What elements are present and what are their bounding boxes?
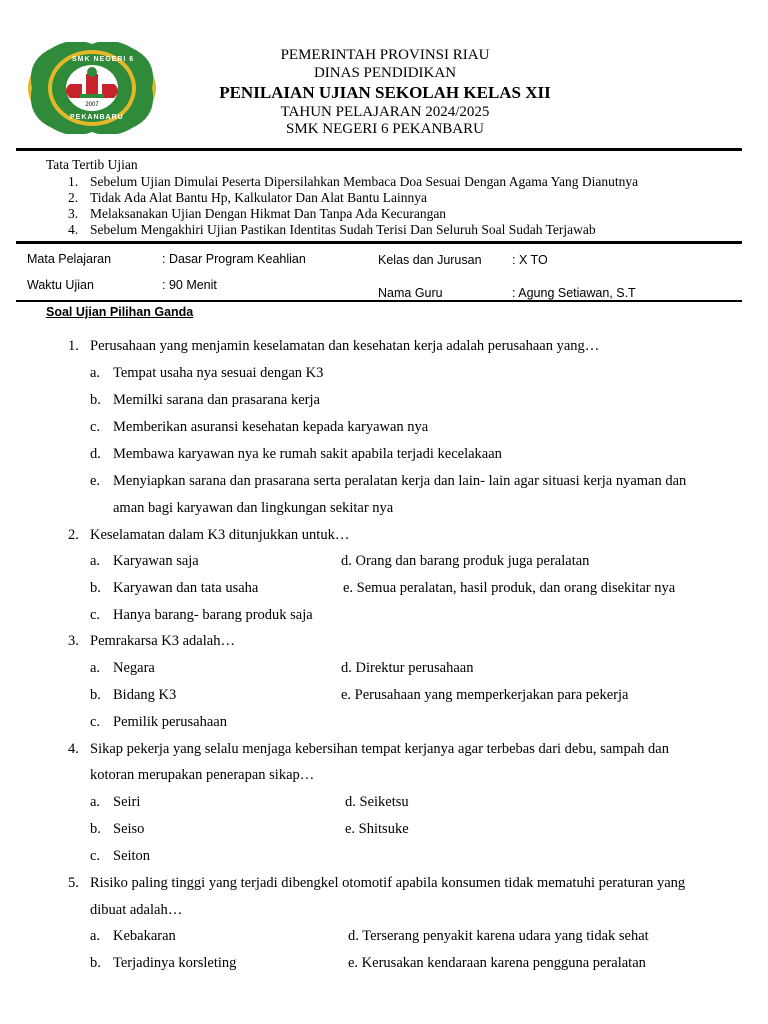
option-letter: e. xyxy=(90,473,101,489)
time-label: Waktu Ujian xyxy=(27,278,94,292)
time-value: : 90 Menit xyxy=(162,278,217,292)
option-letter: a. xyxy=(90,553,101,569)
option-letter: a. xyxy=(90,660,101,676)
option-text: Negara xyxy=(113,660,155,676)
question-number: 2. xyxy=(68,527,79,543)
option-text: Bidang K3 xyxy=(113,687,177,703)
option-letter: c. xyxy=(90,714,101,730)
option-text: Pemilik perusahaan xyxy=(113,714,227,730)
rule-item: 2. Tidak Ada Alat Bantu Hp, Kalkulator Dan Alat Bantu Lainnya xyxy=(68,190,427,205)
option-text: Seiton xyxy=(113,848,151,864)
option-letter: b. xyxy=(90,392,101,408)
question-text: Risiko paling tinggi yang terjadi dibengkel otomotif apabila konsumen tidak mematuhi peraturan yang xyxy=(90,875,686,891)
svg-text:2007: 2007 xyxy=(85,102,99,108)
option-text: Hanya barang- barang produk saja xyxy=(113,607,313,623)
question-number: 1. xyxy=(68,338,79,354)
option-letter: b. xyxy=(90,687,101,703)
option-letter: c. xyxy=(90,848,101,864)
option-text: d. Direktur perusahaan xyxy=(341,660,474,676)
logo-text-bottom: PEKANBARU xyxy=(70,114,124,121)
teacher-label: Nama Guru xyxy=(378,286,443,300)
question-text-cont: dibuat adalah… xyxy=(90,902,183,918)
rule-item: 1. Sebelum Ujian Dimulai Peserta Dipersilahkan Membaca Doa Sesuai Dengan Agama Yang Dianutnya xyxy=(68,174,639,189)
option-text: e. Shitsuke xyxy=(345,821,409,837)
question-text: Sikap pekerja yang selalu menjaga kebersihan tempat kerjanya agar terbebas dari debu, sampah dan xyxy=(90,741,669,757)
question-number: 3. xyxy=(68,633,79,649)
option-letter: b. xyxy=(90,580,101,596)
option-text: Memilki sarana dan prasarana kerja xyxy=(113,392,320,408)
question-text-cont: kotoran merupakan penerapan sikap… xyxy=(90,767,315,783)
logo-text-top: SMK NEGERI 6 xyxy=(72,56,135,63)
option-text-cont: aman bagi karyawan dan lingkungan sekitar nya xyxy=(113,500,394,516)
academic-year: TAHUN PELAJARAN 2024/2025 xyxy=(280,104,490,120)
option-text: Menyiapkan sarana dan prasarana serta peralatan kerja dan lain- lain agar situasi kerja nyaman dan xyxy=(113,473,687,489)
option-text: Karyawan dan tata usaha xyxy=(113,580,259,596)
section-title: Soal Ujian Pilihan Ganda xyxy=(46,305,194,319)
rules-divider xyxy=(16,241,742,244)
school-name: SMK NEGERI 6 PEKANBARU xyxy=(286,121,484,137)
option-text: Memberikan asuransi kesehatan kepada karyawan nya xyxy=(113,419,429,435)
option-text: e. Kerusakan kendaraan karena pengguna peralatan xyxy=(348,955,646,971)
option-letter: b. xyxy=(90,821,101,837)
info-divider xyxy=(16,300,742,302)
class-value: : X TO xyxy=(512,253,548,267)
question-text: Perusahaan yang menjamin keselamatan dan kesehatan kerja adalah perusahaan yang… xyxy=(90,338,600,354)
option-letter: c. xyxy=(90,607,101,623)
option-text: Seiso xyxy=(113,821,145,837)
option-letter: a. xyxy=(90,928,101,944)
teacher-value: : Agung Setiawan, S.T xyxy=(512,286,636,300)
option-letter: c. xyxy=(90,419,101,435)
option-text: d. Terserang penyakit karena udara yang tidak sehat xyxy=(348,928,649,944)
option-text: Karyawan saja xyxy=(113,553,199,569)
subject-label: Mata Pelajaran xyxy=(27,252,112,266)
option-text: d. Orang dan barang produk juga peralatan xyxy=(341,553,590,569)
option-text: Seiri xyxy=(113,794,141,810)
option-text: Kebakaran xyxy=(113,928,176,944)
option-text: e. Semua peralatan, hasil produk, dan orang disekitar nya xyxy=(343,580,676,596)
class-label: Kelas dan Jurusan xyxy=(378,253,482,267)
exam-title: PENILAIAN UJIAN SEKOLAH KELAS XII xyxy=(219,83,551,102)
question-text: Pemrakarsa K3 adalah… xyxy=(90,633,235,649)
option-letter: a. xyxy=(90,365,101,381)
option-letter: d. xyxy=(90,446,101,462)
option-text: Terjadinya korsleting xyxy=(113,955,237,971)
option-text: e. Perusahaan yang memperkerjakan para pekerja xyxy=(341,687,629,703)
option-text: Membawa karyawan nya ke rumah sakit apabila terjadi kecelakaan xyxy=(113,446,502,462)
header-divider xyxy=(16,148,742,151)
question-text: Keselamatan dalam K3 ditunjukkan untuk… xyxy=(90,527,350,543)
option-letter: b. xyxy=(90,955,101,971)
question-number: 5. xyxy=(68,875,79,891)
header-province: PEMERINTAH PROVINSI RIAU xyxy=(280,47,490,63)
option-letter: a. xyxy=(90,794,101,810)
school-logo xyxy=(26,42,158,134)
option-text: d. Seiketsu xyxy=(345,794,409,810)
subject-value: : Dasar Program Keahlian xyxy=(162,252,306,266)
question-number: 4. xyxy=(68,741,79,757)
rules-title: Tata Tertib Ujian xyxy=(46,157,138,172)
rule-item: 3. Melaksanakan Ujian Dengan Hikmat Dan Tanpa Ada Kecurangan xyxy=(68,206,447,221)
rule-item: 4. Sebelum Mengakhiri Ujian Pastikan Identitas Sudah Terisi Dan Seluruh Soal Sudah Terjawab xyxy=(68,222,596,237)
option-text: Tempat usaha nya sesuai dengan K3 xyxy=(113,365,324,381)
header-office: DINAS PENDIDIKAN xyxy=(313,65,457,81)
